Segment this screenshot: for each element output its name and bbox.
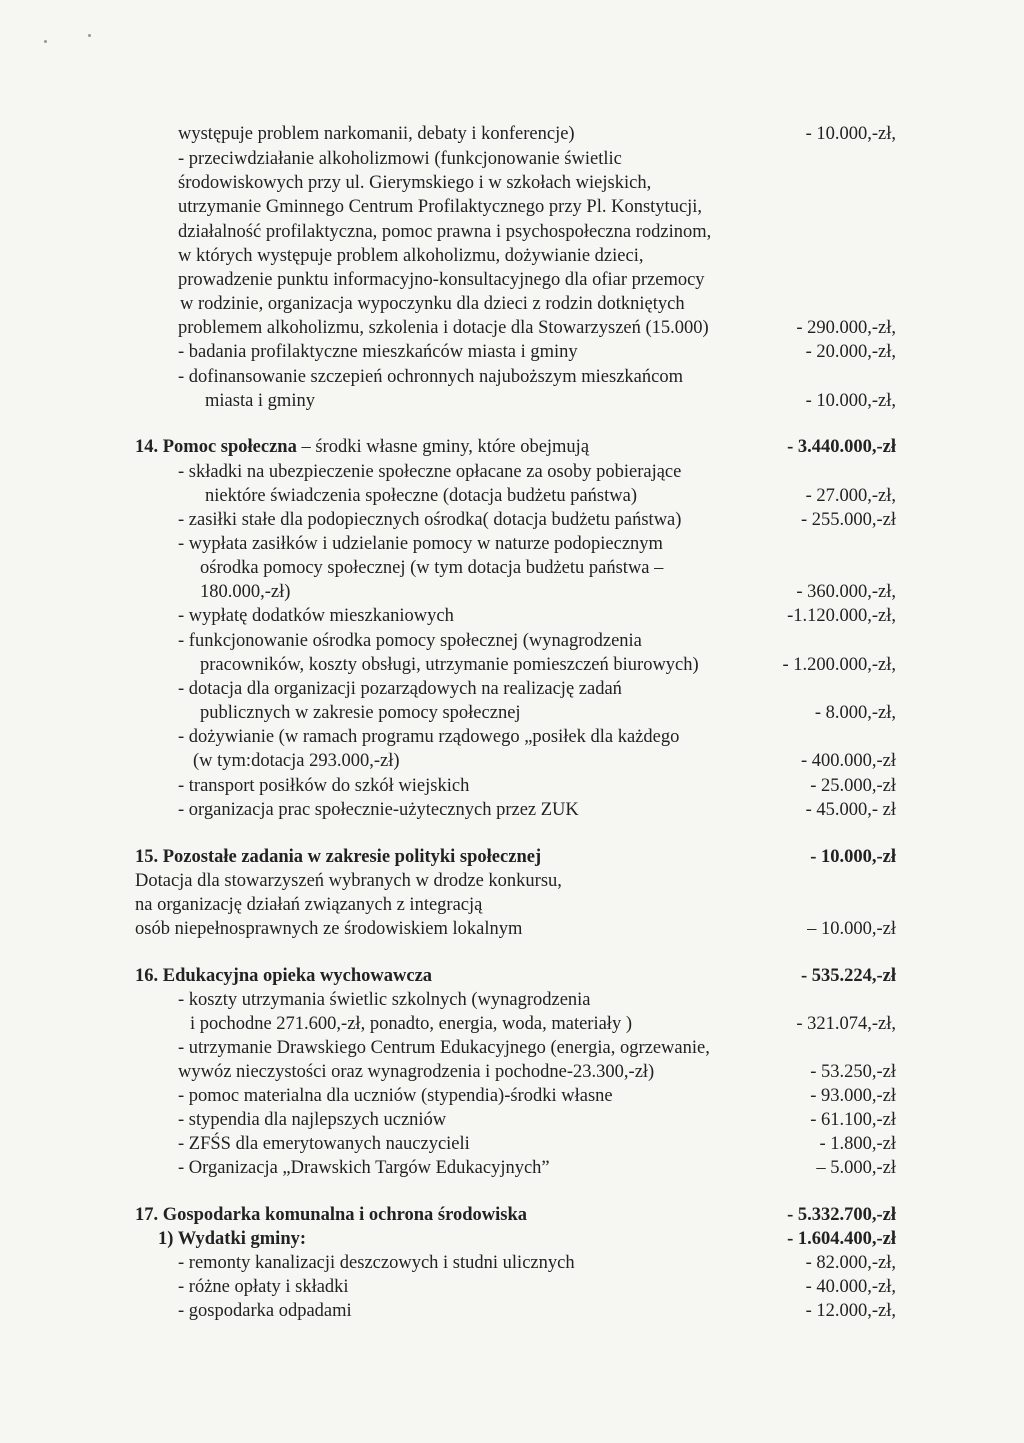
text-line: publicznych w zakresie pomocy społecznej <box>200 703 521 723</box>
text-line: - wypłatę dodatków mieszkaniowych <box>178 606 454 626</box>
text-line: - dofinansowanie szczepień ochronnych najuboższym mieszkańcom <box>178 367 683 387</box>
section-title-rest: – środki własne gminy, które obejmują <box>296 437 590 457</box>
text-line: (w tym:dotacja 293.000,-zł) <box>193 751 400 771</box>
text-line: osób niepełnosprawnych ze środowiskiem lokalnym <box>135 919 523 939</box>
text-line: - dotacja dla organizacji pozarządowych na realizację zadań <box>178 679 622 699</box>
text-line: prowadzenie punktu informacyjno-konsultacyjnego dla ofiar przemocy <box>178 270 705 290</box>
text-line: wywóz nieczystości oraz wynagrodzenia i pochodne-23.300,-zł) <box>178 1062 655 1082</box>
text-line: Dotacja dla stowarzyszeń wybranych w drodze konkursu, <box>135 871 562 891</box>
text-line: występuje problem narkomanii, debaty i konferencje) <box>178 124 575 144</box>
amount: - 10.000,-zł, <box>805 391 896 411</box>
amount: - 1.200.000,-zł, <box>782 655 896 675</box>
text-line: - gospodarka odpadami <box>178 1301 352 1321</box>
amount: - 1.800,-zł <box>819 1134 896 1154</box>
text-line: w rodzinie, organizacja wypoczynku dla dzieci z rodzin dotkniętych <box>180 294 685 314</box>
amount: - 12.000,-zł, <box>805 1301 896 1321</box>
scan-speck <box>44 40 47 43</box>
amount: - 8.000,-zł, <box>814 703 896 723</box>
text-line: - różne opłaty i składki <box>178 1277 349 1297</box>
text-line: w których występuje problem alkoholizmu, dożywianie dzieci, <box>178 246 644 266</box>
amount: - 20.000,-zł, <box>805 342 896 362</box>
amount: - 290.000,-zł, <box>796 318 896 338</box>
amount: - 93.000,-zł <box>810 1086 896 1106</box>
text-line: środowiskowych przy ul. Gierymskiego i w szkołach wiejskich, <box>178 173 652 193</box>
amount: - 27.000,-zł, <box>805 486 896 506</box>
amount: - 400.000,-zł <box>800 751 896 771</box>
text-line: niektóre świadczenia społeczne (dotacja budżetu państwa) <box>205 486 637 506</box>
section-heading: 15. Pozostałe zadania w zakresie polityki społecznej <box>135 847 542 867</box>
section-total: - 3.440.000,-zł <box>787 437 896 457</box>
text-line: - badania profilaktyczne mieszkańców miasta i gminy <box>178 342 578 362</box>
text-line: - transport posiłków do szkół wiejskich <box>178 776 470 796</box>
section-heading <box>135 436 589 458</box>
text-line: - organizacja prac społecznie-użytecznych przez ZUK <box>178 800 579 820</box>
section-total: - 10.000,-zł <box>810 847 896 867</box>
text-line: problemem alkoholizmu, szkolenia i dotacje dla Stowarzyszeń (15.000) <box>178 318 709 338</box>
text-line: 180.000,-zł) <box>200 582 291 602</box>
text-line: pracowników, koszty obsługi, utrzymanie pomieszczeń biurowych) <box>200 655 699 675</box>
section-heading: 16. Edukacyjna opieka wychowawcza <box>135 966 433 986</box>
amount: - 53.250,-zł <box>810 1062 896 1082</box>
amount: - 360.000,-zł, <box>796 582 896 602</box>
text-line: - wypłata zasiłków i udzielanie pomocy w naturze podopiecznym <box>178 534 663 554</box>
sub-heading: 1) Wydatki gminy: <box>158 1229 307 1249</box>
text-line: na organizację działań związanych z integracją <box>135 895 483 915</box>
scan-speck <box>88 34 91 37</box>
text-line: - składki na ubezpieczenie społeczne opłacane za osoby pobierające <box>178 462 682 482</box>
amount: -1.120.000,-zł, <box>787 606 896 626</box>
amount: - 82.000,-zł, <box>805 1253 896 1273</box>
text-line: - remonty kanalizacji deszczowych i studni ulicznych <box>178 1253 575 1273</box>
text-line: - pomoc materialna dla uczniów (stypendia)-środki własne <box>178 1086 613 1106</box>
text-line: ośrodka pomocy społecznej (w tym dotacja budżetu państwa – <box>200 558 664 578</box>
amount: - 10.000,-zł, <box>805 124 896 144</box>
section-title: 14. Pomoc społeczna <box>135 437 297 457</box>
amount: - 45.000,- zł <box>805 800 896 820</box>
section-total: - 5.332.700,-zł <box>787 1205 896 1225</box>
text-line: - zasiłki stałe dla podopiecznych ośrodka( dotacja budżetu państwa) <box>178 510 682 530</box>
text-line: - przeciwdziałanie alkoholizmowi (funkcjonowanie świetlic <box>178 149 622 169</box>
amount: - 61.100,-zł <box>810 1110 896 1130</box>
section-total: - 535.224,-zł <box>800 966 896 986</box>
amount: - 25.000,-zł <box>810 776 896 796</box>
text-line: - Organizacja „Drawskich Targów Edukacyjnych” <box>178 1158 550 1178</box>
text-line: działalność profilaktyczna, pomoc prawna i psychospołeczna rodzinom, <box>178 222 712 242</box>
text-line: - stypendia dla najlepszych uczniów <box>178 1110 447 1130</box>
amount: - 321.074,-zł, <box>796 1014 896 1034</box>
text-line: utrzymanie Gminnego Centrum Profilaktycznego przy Pl. Konstytucji, <box>178 197 703 217</box>
text-line: - funkcjonowanie ośrodka pomocy społecznej (wynagrodzenia <box>178 631 642 651</box>
amount: – 10.000,-zł <box>807 919 896 939</box>
section-heading: 17. Gospodarka komunalna i ochrona środowiska <box>135 1205 528 1225</box>
text-line: - utrzymanie Drawskiego Centrum Edukacyjnego (energia, ogrzewanie, <box>178 1038 710 1058</box>
amount: - 40.000,-zł, <box>805 1277 896 1297</box>
text-line: i pochodne 271.600,-zł, ponadto, energia, woda, materiały ) <box>190 1014 632 1034</box>
text-line: - dożywianie (w ramach programu rządowego „posiłek dla każdego <box>178 727 680 747</box>
amount: - 255.000,-zł <box>800 510 896 530</box>
text-line: miasta i gminy <box>205 391 315 411</box>
text-line: - ZFŚS dla emerytowanych nauczycieli <box>178 1134 470 1154</box>
sub-total: - 1.604.400,-zł <box>787 1229 896 1249</box>
amount: – 5.000,-zł <box>816 1158 896 1178</box>
text-line: - koszty utrzymania świetlic szkolnych (wynagrodzenia <box>178 990 591 1010</box>
